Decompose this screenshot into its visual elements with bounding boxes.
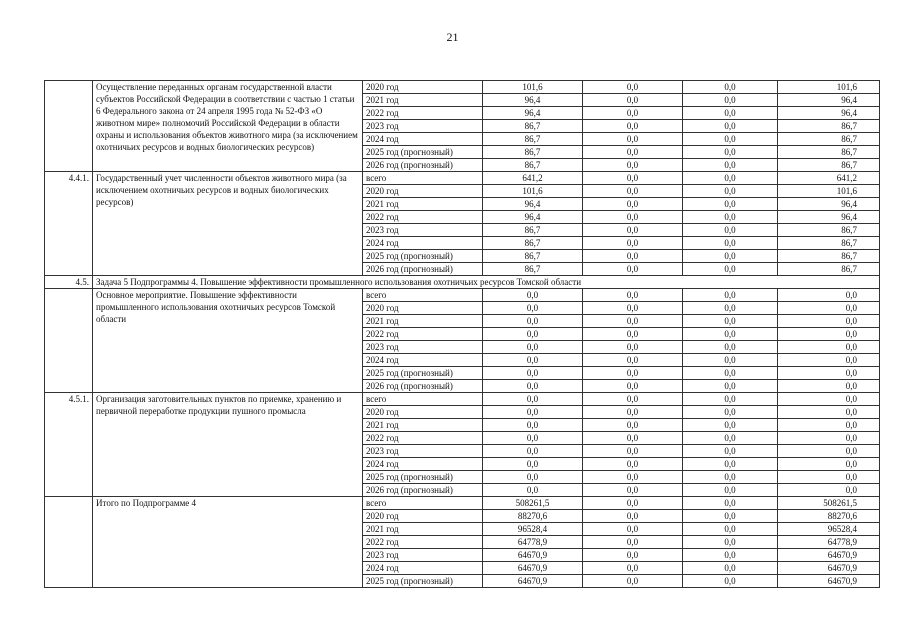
total-value: 0,0 xyxy=(483,419,583,432)
local-value: 0,0 xyxy=(683,549,778,562)
federal-value: 0,0 xyxy=(583,367,683,380)
task-row xyxy=(45,276,880,289)
federal-value: 0,0 xyxy=(583,302,683,315)
regional-value: 96,4 xyxy=(778,211,880,224)
federal-value: 0,0 xyxy=(583,289,683,302)
federal-value: 0,0 xyxy=(583,172,683,185)
regional-value: 0,0 xyxy=(778,406,880,419)
regional-value: 0,0 xyxy=(778,445,880,458)
regional-value: 86,7 xyxy=(778,133,880,146)
total-value: 0,0 xyxy=(483,432,583,445)
table-row xyxy=(45,81,880,94)
federal-value: 0,0 xyxy=(583,211,683,224)
federal-value: 0,0 xyxy=(583,562,683,575)
federal-value: 0,0 xyxy=(583,393,683,406)
regional-value: 64670,9 xyxy=(778,562,880,575)
activity-description: Осуществление переданных органам государственной власти субъектов Российской Федерации в соответствии с частью 1 статьи 6 Федерального закона от 24 апреля 1995 года № 52-ФЗ «О животном мире» полномочий Российской Федерации в области охраны и использования объектов животного мира (за исключением охотничьих ресурсов и водных биологических ресурсов) xyxy=(93,81,363,172)
row-number: 4.4.1. xyxy=(45,172,93,276)
local-value: 0,0 xyxy=(683,380,778,393)
regional-value: 64670,9 xyxy=(778,575,880,588)
regional-value: 0,0 xyxy=(778,380,880,393)
federal-value: 0,0 xyxy=(583,224,683,237)
total-value: 64670,9 xyxy=(483,549,583,562)
regional-value: 0,0 xyxy=(778,354,880,367)
period-cell: 2021 год xyxy=(363,419,483,432)
period-cell: 2021 год xyxy=(363,315,483,328)
local-value: 0,0 xyxy=(683,146,778,159)
federal-value: 0,0 xyxy=(583,497,683,510)
regional-value: 0,0 xyxy=(778,328,880,341)
federal-value: 0,0 xyxy=(583,536,683,549)
regional-value: 0,0 xyxy=(778,458,880,471)
total-value: 96,4 xyxy=(483,94,583,107)
local-value: 0,0 xyxy=(683,562,778,575)
period-cell: 2026 год (прогнозный) xyxy=(363,380,483,393)
total-value: 0,0 xyxy=(483,302,583,315)
local-value: 0,0 xyxy=(683,432,778,445)
local-value: 0,0 xyxy=(683,172,778,185)
regional-value: 88270,6 xyxy=(778,510,880,523)
local-value: 0,0 xyxy=(683,536,778,549)
federal-value: 0,0 xyxy=(583,354,683,367)
total-value: 101,6 xyxy=(483,81,583,94)
row-number: 4.5. xyxy=(45,276,93,289)
federal-value: 0,0 xyxy=(583,81,683,94)
row-number xyxy=(45,289,93,393)
local-value: 0,0 xyxy=(683,497,778,510)
regional-value: 86,7 xyxy=(778,263,880,276)
federal-value: 0,0 xyxy=(583,458,683,471)
total-value: 86,7 xyxy=(483,224,583,237)
regional-value: 0,0 xyxy=(778,484,880,497)
regional-value: 64778,9 xyxy=(778,536,880,549)
federal-value: 0,0 xyxy=(583,523,683,536)
regional-value: 0,0 xyxy=(778,367,880,380)
regional-value: 96,4 xyxy=(778,94,880,107)
period-cell: всего xyxy=(363,497,483,510)
total-value: 0,0 xyxy=(483,341,583,354)
period-cell: 2026 год (прогнозный) xyxy=(363,263,483,276)
activity-description: Организация заготовительных пунктов по приемке, хранению и первичной переработке продукции пушного промысла xyxy=(93,393,363,497)
table-row xyxy=(45,393,880,406)
table-row xyxy=(45,289,880,302)
period-cell: 2024 год xyxy=(363,237,483,250)
federal-value: 0,0 xyxy=(583,549,683,562)
total-value: 64670,9 xyxy=(483,575,583,588)
federal-value: 0,0 xyxy=(583,133,683,146)
period-cell: 2020 год xyxy=(363,406,483,419)
regional-value: 0,0 xyxy=(778,289,880,302)
federal-value: 0,0 xyxy=(583,419,683,432)
federal-value: 0,0 xyxy=(583,198,683,211)
row-number: 4.5.1. xyxy=(45,393,93,497)
local-value: 0,0 xyxy=(683,471,778,484)
regional-value: 96,4 xyxy=(778,107,880,120)
total-value: 0,0 xyxy=(483,458,583,471)
federal-value: 0,0 xyxy=(583,341,683,354)
total-value: 86,7 xyxy=(483,159,583,172)
regional-value: 0,0 xyxy=(778,471,880,484)
federal-value: 0,0 xyxy=(583,185,683,198)
period-cell: всего xyxy=(363,172,483,185)
period-cell: 2023 год xyxy=(363,224,483,237)
local-value: 0,0 xyxy=(683,354,778,367)
period-cell: 2024 год xyxy=(363,458,483,471)
total-value: 0,0 xyxy=(483,380,583,393)
total-value: 86,7 xyxy=(483,250,583,263)
local-value: 0,0 xyxy=(683,198,778,211)
federal-value: 0,0 xyxy=(583,120,683,133)
federal-value: 0,0 xyxy=(583,250,683,263)
activity-description: Основное мероприятие. Повышение эффективности промышленного использования охотничьих ресурсов Томской области xyxy=(93,289,363,393)
regional-value: 86,7 xyxy=(778,224,880,237)
budget-table xyxy=(44,80,880,588)
local-value: 0,0 xyxy=(683,484,778,497)
local-value: 0,0 xyxy=(683,510,778,523)
period-cell: 2025 год (прогнозный) xyxy=(363,250,483,263)
row-number xyxy=(45,497,93,588)
period-cell: 2025 год (прогнозный) xyxy=(363,146,483,159)
total-value: 0,0 xyxy=(483,484,583,497)
period-cell: 2023 год xyxy=(363,120,483,133)
total-value: 101,6 xyxy=(483,185,583,198)
total-value: 0,0 xyxy=(483,289,583,302)
federal-value: 0,0 xyxy=(583,237,683,250)
local-value: 0,0 xyxy=(683,120,778,133)
period-cell: 2021 год xyxy=(363,523,483,536)
total-value: 86,7 xyxy=(483,120,583,133)
regional-value: 96528,4 xyxy=(778,523,880,536)
local-value: 0,0 xyxy=(683,315,778,328)
local-value: 0,0 xyxy=(683,250,778,263)
local-value: 0,0 xyxy=(683,211,778,224)
period-cell: 2026 год (прогнозный) xyxy=(363,484,483,497)
federal-value: 0,0 xyxy=(583,263,683,276)
period-cell: 2022 год xyxy=(363,107,483,120)
local-value: 0,0 xyxy=(683,367,778,380)
period-cell: 2026 год (прогнозный) xyxy=(363,159,483,172)
table-row xyxy=(45,172,880,185)
total-value: 96,4 xyxy=(483,107,583,120)
period-cell: 2020 год xyxy=(363,510,483,523)
period-cell: 2021 год xyxy=(363,198,483,211)
federal-value: 0,0 xyxy=(583,94,683,107)
local-value: 0,0 xyxy=(683,224,778,237)
regional-value: 0,0 xyxy=(778,393,880,406)
period-cell: 2021 год xyxy=(363,94,483,107)
regional-value: 0,0 xyxy=(778,432,880,445)
regional-value: 641,2 xyxy=(778,172,880,185)
period-cell: 2024 год xyxy=(363,133,483,146)
federal-value: 0,0 xyxy=(583,146,683,159)
regional-value: 86,7 xyxy=(778,146,880,159)
local-value: 0,0 xyxy=(683,341,778,354)
local-value: 0,0 xyxy=(683,575,778,588)
period-cell: 2022 год xyxy=(363,432,483,445)
period-cell: 2024 год xyxy=(363,562,483,575)
regional-value: 86,7 xyxy=(778,159,880,172)
period-cell: 2025 год (прогнозный) xyxy=(363,575,483,588)
total-value: 86,7 xyxy=(483,263,583,276)
regional-value: 101,6 xyxy=(778,81,880,94)
federal-value: 0,0 xyxy=(583,328,683,341)
federal-value: 0,0 xyxy=(583,315,683,328)
total-value: 88270,6 xyxy=(483,510,583,523)
period-cell: 2022 год xyxy=(363,328,483,341)
regional-value: 0,0 xyxy=(778,315,880,328)
local-value: 0,0 xyxy=(683,445,778,458)
local-value: 0,0 xyxy=(683,237,778,250)
local-value: 0,0 xyxy=(683,107,778,120)
total-value: 0,0 xyxy=(483,471,583,484)
total-value: 64778,9 xyxy=(483,536,583,549)
local-value: 0,0 xyxy=(683,263,778,276)
total-value: 86,7 xyxy=(483,133,583,146)
activity-description: Итого по Подпрограмме 4 xyxy=(93,497,363,588)
period-cell: всего xyxy=(363,393,483,406)
total-value: 0,0 xyxy=(483,354,583,367)
total-value: 96,4 xyxy=(483,211,583,224)
total-value: 86,7 xyxy=(483,146,583,159)
period-cell: 2023 год xyxy=(363,445,483,458)
regional-value: 101,6 xyxy=(778,185,880,198)
regional-value: 508261,5 xyxy=(778,497,880,510)
period-cell: 2022 год xyxy=(363,536,483,549)
regional-value: 86,7 xyxy=(778,237,880,250)
federal-value: 0,0 xyxy=(583,484,683,497)
local-value: 0,0 xyxy=(683,406,778,419)
total-value: 508261,5 xyxy=(483,497,583,510)
local-value: 0,0 xyxy=(683,81,778,94)
period-cell: 2020 год xyxy=(363,81,483,94)
period-cell: 2020 год xyxy=(363,302,483,315)
local-value: 0,0 xyxy=(683,159,778,172)
local-value: 0,0 xyxy=(683,133,778,146)
local-value: 0,0 xyxy=(683,328,778,341)
local-value: 0,0 xyxy=(683,458,778,471)
period-cell: всего xyxy=(363,289,483,302)
period-cell: 2023 год xyxy=(363,341,483,354)
federal-value: 0,0 xyxy=(583,510,683,523)
total-value: 0,0 xyxy=(483,315,583,328)
local-value: 0,0 xyxy=(683,523,778,536)
federal-value: 0,0 xyxy=(583,159,683,172)
total-value: 641,2 xyxy=(483,172,583,185)
period-cell: 2020 год xyxy=(363,185,483,198)
activity-description: Государственный учет численности объектов животного мира (за исключением охотничьих ресурсов и водных биологических ресурсов) xyxy=(93,172,363,276)
total-value: 0,0 xyxy=(483,445,583,458)
period-cell: 2025 год (прогнозный) xyxy=(363,367,483,380)
regional-value: 86,7 xyxy=(778,120,880,133)
regional-value: 86,7 xyxy=(778,250,880,263)
local-value: 0,0 xyxy=(683,185,778,198)
total-value: 96528,4 xyxy=(483,523,583,536)
period-cell: 2022 год xyxy=(363,211,483,224)
local-value: 0,0 xyxy=(683,289,778,302)
local-value: 0,0 xyxy=(683,393,778,406)
total-value: 0,0 xyxy=(483,367,583,380)
regional-value: 0,0 xyxy=(778,302,880,315)
federal-value: 0,0 xyxy=(583,432,683,445)
total-value: 64670,9 xyxy=(483,562,583,575)
federal-value: 0,0 xyxy=(583,471,683,484)
total-value: 86,7 xyxy=(483,237,583,250)
local-value: 0,0 xyxy=(683,94,778,107)
federal-value: 0,0 xyxy=(583,445,683,458)
federal-value: 0,0 xyxy=(583,406,683,419)
task-title: Задача 5 Подпрограммы 4. Повышение эффективности промышленного использования охотничьих ресурсов Томской области xyxy=(93,276,880,289)
page-number: 21 xyxy=(446,30,459,44)
total-value: 96,4 xyxy=(483,198,583,211)
regional-value: 0,0 xyxy=(778,341,880,354)
federal-value: 0,0 xyxy=(583,380,683,393)
regional-value: 64670,9 xyxy=(778,549,880,562)
local-value: 0,0 xyxy=(683,302,778,315)
regional-value: 96,4 xyxy=(778,198,880,211)
period-cell: 2023 год xyxy=(363,549,483,562)
row-number xyxy=(45,81,93,172)
federal-value: 0,0 xyxy=(583,575,683,588)
federal-value: 0,0 xyxy=(583,107,683,120)
period-cell: 2025 год (прогнозный) xyxy=(363,471,483,484)
regional-value: 0,0 xyxy=(778,419,880,432)
table-row xyxy=(45,497,880,510)
local-value: 0,0 xyxy=(683,419,778,432)
total-value: 0,0 xyxy=(483,406,583,419)
total-value: 0,0 xyxy=(483,328,583,341)
period-cell: 2024 год xyxy=(363,354,483,367)
total-value: 0,0 xyxy=(483,393,583,406)
